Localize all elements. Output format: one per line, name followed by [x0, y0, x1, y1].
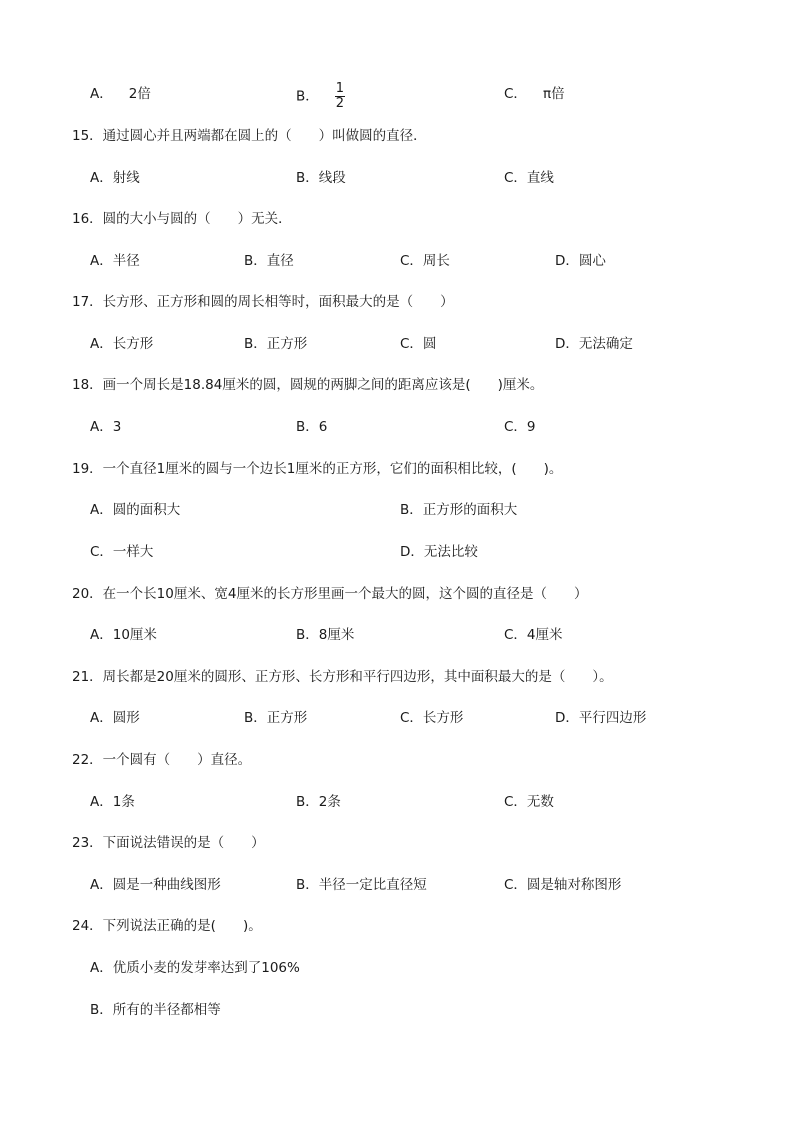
q19-option-b: B．正方形的面积大 [400, 502, 518, 518]
q17-option-a: A．长方形 [90, 336, 154, 352]
q20-option-b: B．8厘米 [296, 627, 355, 643]
q16-option-d: D．圆心 [555, 253, 606, 269]
q23-option-b: B．半径一定比直径短 [296, 877, 427, 893]
q23-option-a: A．圆是一种曲线图形 [90, 877, 221, 893]
q20-option-a: A．10厘米 [90, 627, 157, 643]
q18-option-c: C．9 [504, 419, 536, 435]
q22-option-a: A．1条 [90, 794, 135, 810]
fraction-one-half [335, 82, 345, 111]
q15-option-c: C．直线 [504, 170, 554, 186]
q19-option-c: C．一样大 [90, 544, 154, 560]
q21-option-d: D．平行四边形 [555, 710, 647, 726]
question-19-stem: 19．一个直径1厘米的圆与一个边长1厘米的正方形，它们的面积相比较，( )。 [72, 461, 563, 477]
question-18-stem: 18．画一个周长是18.84厘米的圆，圆规的两脚之间的距离应该是( )厘米。 [72, 377, 544, 393]
option-text: 2倍 [128, 86, 151, 102]
q16-option-a: A．半径 [90, 253, 140, 269]
question-20-stem: 20．在一个长10厘米、宽4厘米的长方形里画一个最大的圆，这个圆的直径是（ ） [72, 586, 588, 602]
q15-option-b: B．线段 [296, 170, 346, 186]
q17-option-d: D．无法确定 [555, 336, 633, 352]
question-24-stem: 24．下列说法正确的是( )。 [72, 918, 262, 934]
question-16-stem: 16．圆的大小与圆的（ ）无关． [72, 211, 292, 227]
question-22-stem: 22．一个圆有（ ）直径。 [72, 752, 252, 768]
question-15-stem: 15．通过圆心并且两端都在圆上的（ ）叫做圆的直径． [72, 128, 427, 144]
option-label: B． [296, 88, 319, 105]
q24-option-b: B．所有的半径都相等 [90, 1002, 221, 1018]
q16-option-c: C．周长 [400, 253, 450, 269]
option-label: C． [504, 86, 527, 102]
q19-option-a: A．圆的面积大 [90, 502, 181, 518]
q14-option-a [90, 82, 151, 106]
q14-option-c [504, 82, 565, 106]
question-17-stem: 17．长方形、正方形和圆的周长相等时，面积最大的是（ ） [72, 294, 454, 310]
q21-option-a: A．圆形 [90, 710, 140, 726]
fraction-numerator: 1 [335, 81, 345, 96]
q17-option-c: C．圆 [400, 336, 437, 352]
q21-option-b: B．正方形 [244, 710, 308, 726]
q19-option-d: D．无法比较 [400, 544, 478, 560]
q15-option-a: A．射线 [90, 170, 140, 186]
q18-option-a: A．3 [90, 419, 122, 435]
q22-option-b: B．2条 [296, 794, 341, 810]
option-label: A． [90, 86, 113, 102]
question-23-stem: 23．下面说法错误的是（ ） [72, 835, 265, 851]
q21-option-c: C．长方形 [400, 710, 464, 726]
fraction-denominator: 2 [335, 96, 345, 111]
q18-option-b: B．6 [296, 419, 328, 435]
q17-option-b: B．正方形 [244, 336, 308, 352]
q23-option-c: C．圆是轴对称图形 [504, 877, 622, 893]
question-21-stem: 21．周长都是20厘米的圆形、正方形、长方形和平行四边形，其中面积最大的是（ ）。 [72, 669, 613, 685]
q20-option-c: C．4厘米 [504, 627, 563, 643]
q22-option-c: C．无数 [504, 794, 554, 810]
q16-option-b: B．直径 [244, 253, 294, 269]
q14-option-b [296, 81, 345, 111]
option-text: π倍 [542, 86, 565, 102]
q24-option-a: A．优质小麦的发芽率达到了106% [90, 960, 300, 976]
